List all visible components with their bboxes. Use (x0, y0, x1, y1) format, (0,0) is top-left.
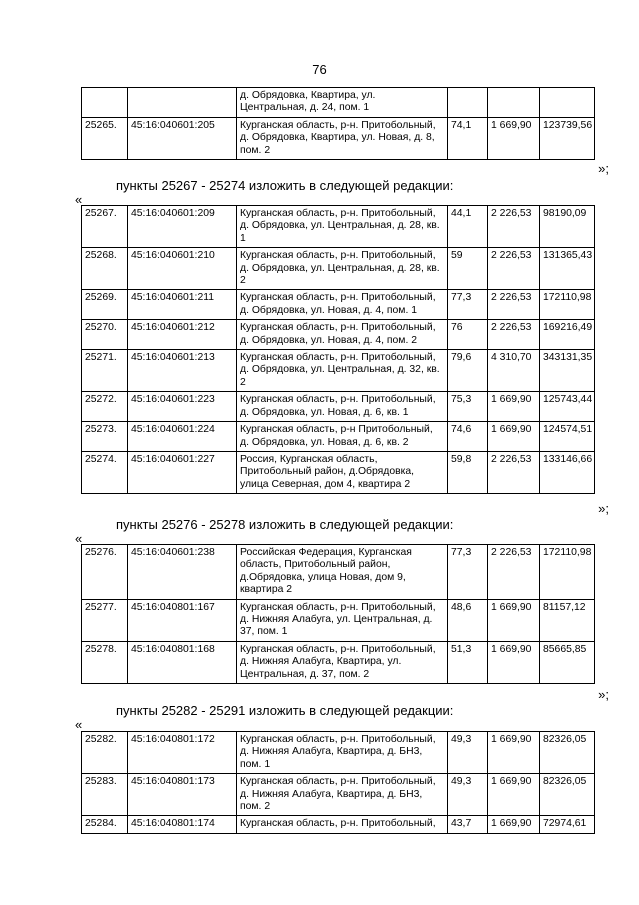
rate-cell: 1 669,90 (488, 732, 540, 774)
value-cell: 123739,56 (540, 117, 595, 159)
table-row (82, 599, 595, 641)
table-row (82, 451, 595, 493)
address-cell: Курганская область, р-н. Притобольный, д. Нижняя Алабуга, Квартира, ул. Центральная, д. 37, пом. 2 (237, 641, 448, 683)
value-cell: 82326,05 (540, 774, 595, 816)
rate-cell: 1 669,90 (488, 774, 540, 816)
value-cell: 72974,61 (540, 816, 595, 833)
address-cell: Курганская область, р-н. Притобольный, д. Обрядовка, ул. Новая, д. 4, пом. 1 (237, 290, 448, 320)
value-cell: 124574,51 (540, 422, 595, 452)
area-cell: 43,7 (448, 816, 488, 833)
rate-cell: 1 669,90 (488, 816, 540, 833)
rate-cell: 4 310,70 (488, 350, 540, 392)
row-number-cell: 25273. (82, 422, 128, 452)
table-row (82, 320, 595, 350)
value-cell: 172110,98 (540, 545, 595, 600)
value-cell: 133146,66 (540, 451, 595, 493)
area-cell: 49,3 (448, 774, 488, 816)
rate-cell: 1 669,90 (488, 422, 540, 452)
area-cell: 77,3 (448, 290, 488, 320)
cadastral-number-cell: 45:16:040601:224 (128, 422, 237, 452)
value-cell (540, 88, 595, 118)
closing-quote: »; (598, 501, 609, 516)
row-number-cell: 25284. (82, 816, 128, 833)
area-cell (448, 88, 488, 118)
cadastral-number-cell: 45:16:040601:238 (128, 545, 237, 600)
opening-quote: « (75, 717, 83, 732)
closing-quote: »; (598, 161, 609, 176)
amendment-heading: пункты 25282 - 25291 изложить в следующей редакции: (116, 703, 454, 718)
opening-quote: « (75, 531, 83, 546)
table-row (82, 774, 595, 816)
address-cell: Курганская область, р-н. Притобольный, д. Обрядовка, ул. Центральная, д. 28, кв. 2 (237, 248, 448, 290)
address-cell: Курганская область, р-н. Притобольный, (237, 816, 448, 833)
address-cell: Курганская область, р-н. Притобольный, д. Нижняя Алабуга, Квартира, д. БН3, пом. 2 (237, 774, 448, 816)
address-cell: Российская Федерация, Курганская область, Притобольный район, д.Обрядовка, улица Новая, дом 9, квартира 2 (237, 545, 448, 600)
cadastral-number-cell: 45:16:040801:173 (128, 774, 237, 816)
rate-cell (488, 88, 540, 118)
area-cell: 59,8 (448, 451, 488, 493)
row-number-cell: 25265. (82, 117, 128, 159)
rate-cell: 2 226,53 (488, 451, 540, 493)
rate-cell: 2 226,53 (488, 320, 540, 350)
row-number-cell: 25282. (82, 732, 128, 774)
area-cell: 44,1 (448, 206, 488, 248)
cadastral-number-cell: 45:16:040801:167 (128, 599, 237, 641)
table-row (82, 117, 595, 159)
table-row (82, 545, 595, 600)
rate-cell: 2 226,53 (488, 545, 540, 600)
row-number-cell: 25272. (82, 392, 128, 422)
value-cell: 81157,12 (540, 599, 595, 641)
register-table (81, 731, 595, 834)
value-cell: 125743,44 (540, 392, 595, 422)
cadastral-number-cell: 45:16:040601:227 (128, 451, 237, 493)
table-row (82, 248, 595, 290)
value-cell: 169216,49 (540, 320, 595, 350)
value-cell: 82326,05 (540, 732, 595, 774)
address-cell: Курганская область, р-н. Притобольный, д. Обрядовка, ул. Новая, д. 4, пом. 2 (237, 320, 448, 350)
page-number: 76 (312, 62, 327, 77)
cadastral-number-cell: 45:16:040601:212 (128, 320, 237, 350)
rate-cell: 2 226,53 (488, 206, 540, 248)
row-number-cell: 25270. (82, 320, 128, 350)
register-table-continued (81, 87, 595, 160)
address-cell: Курганская область, р-н. Притобольный, д. Обрядовка, ул. Новая, д. 6, кв. 1 (237, 392, 448, 422)
rate-cell: 1 669,90 (488, 392, 540, 422)
amendment-heading: пункты 25267 - 25274 изложить в следующей редакции: (116, 178, 454, 193)
row-number-cell: 25277. (82, 599, 128, 641)
area-cell: 59 (448, 248, 488, 290)
rate-cell: 2 226,53 (488, 290, 540, 320)
cadastral-number-cell: 45:16:040801:168 (128, 641, 237, 683)
rate-cell: 1 669,90 (488, 117, 540, 159)
table-row (82, 350, 595, 392)
register-table (81, 544, 595, 684)
area-cell: 49,3 (448, 732, 488, 774)
table-row (82, 392, 595, 422)
table-row (82, 732, 595, 774)
table-row (82, 816, 595, 833)
value-cell: 85665,85 (540, 641, 595, 683)
cadastral-number-cell (128, 88, 237, 118)
closing-quote: »; (598, 687, 609, 702)
address-cell: д. Обрядовка, Квартира, ул. Центральная, д. 24, пом. 1 (237, 88, 448, 118)
cadastral-number-cell: 45:16:040601:209 (128, 206, 237, 248)
rate-cell: 1 669,90 (488, 641, 540, 683)
cadastral-number-cell: 45:16:040801:172 (128, 732, 237, 774)
address-cell: Курганская область, р-н Притобольный, д. Обрядовка, ул. Новая, д. 6, кв. 2 (237, 422, 448, 452)
cadastral-number-cell: 45:16:040601:213 (128, 350, 237, 392)
table-row (82, 290, 595, 320)
table-row (82, 206, 595, 248)
area-cell: 79,6 (448, 350, 488, 392)
row-number-cell: 25283. (82, 774, 128, 816)
value-cell: 172110,98 (540, 290, 595, 320)
address-cell: Курганская область, р-н. Притобольный, д. Обрядовка, ул. Центральная, д. 28, кв. 1 (237, 206, 448, 248)
row-number-cell (82, 88, 128, 118)
row-number-cell: 25269. (82, 290, 128, 320)
table-row (82, 88, 595, 118)
cadastral-number-cell: 45:16:040801:174 (128, 816, 237, 833)
cadastral-number-cell: 45:16:040601:210 (128, 248, 237, 290)
rate-cell: 1 669,90 (488, 599, 540, 641)
area-cell: 51,3 (448, 641, 488, 683)
row-number-cell: 25276. (82, 545, 128, 600)
cadastral-number-cell: 45:16:040601:211 (128, 290, 237, 320)
opening-quote: « (75, 192, 83, 207)
area-cell: 48,6 (448, 599, 488, 641)
row-number-cell: 25278. (82, 641, 128, 683)
row-number-cell: 25268. (82, 248, 128, 290)
area-cell: 75,3 (448, 392, 488, 422)
rate-cell: 2 226,53 (488, 248, 540, 290)
table-row (82, 641, 595, 683)
address-cell: Россия, Курганская область, Притобольный район, д.Обрядовка, улица Северная, дом 4, квартира 2 (237, 451, 448, 493)
address-cell: Курганская область, р-н. Притобольный, д. Обрядовка, Квартира, ул. Новая, д. 8, пом. 2 (237, 117, 448, 159)
row-number-cell: 25271. (82, 350, 128, 392)
area-cell: 74,1 (448, 117, 488, 159)
amendment-heading: пункты 25276 - 25278 изложить в следующей редакции: (116, 517, 454, 532)
address-cell: Курганская область, р-н. Притобольный, д. Нижняя Алабуга, ул. Центральная, д. 37, пом. 1 (237, 599, 448, 641)
value-cell: 131365,43 (540, 248, 595, 290)
row-number-cell: 25267. (82, 206, 128, 248)
table-row (82, 422, 595, 452)
area-cell: 77,3 (448, 545, 488, 600)
cadastral-number-cell: 45:16:040601:223 (128, 392, 237, 422)
area-cell: 74,6 (448, 422, 488, 452)
address-cell: Курганская область, р-н. Притобольный, д. Нижняя Алабуга, Квартира, д. БН3, пом. 1 (237, 732, 448, 774)
area-cell: 76 (448, 320, 488, 350)
cadastral-number-cell: 45:16:040601:205 (128, 117, 237, 159)
row-number-cell: 25274. (82, 451, 128, 493)
value-cell: 343131,35 (540, 350, 595, 392)
register-table (81, 205, 595, 494)
value-cell: 98190,09 (540, 206, 595, 248)
address-cell: Курганская область, р-н. Притобольный, д. Обрядовка, ул. Центральная, д. 32, кв. 2 (237, 350, 448, 392)
